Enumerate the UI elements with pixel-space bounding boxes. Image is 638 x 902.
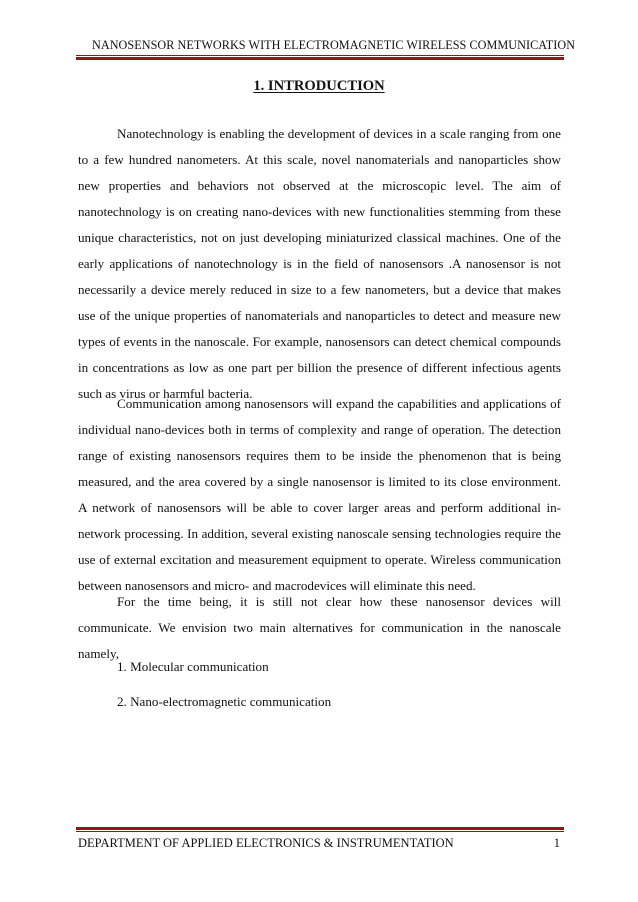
paragraph-intro: Nanotechnology is enabling the development of devices in a scale ranging from one to a few hundred nanometers. At this scale, novel nanomaterials and nanoparticles show new properties and behaviors not observed at the microscopic level. The aim of nanotechnology is on creating nano-devices with new functionalities stemming from these unique characteristics, not on just developing miniaturized classical machines. One of the early applications of nanotechnology is in the field of nanosensors .A nanosensor is not necessarily a device merely reduced in size to a few nanometers, but a device that makes use of the unique properties of nanomaterials and nanoparticles to detect and measure new types of events in the nanoscale. For example, nanosensors can detect chemical compounds in concentrations as low as one part per billion the presence of different infectious agents such as virus or harmful bacteria. <box>78 126 561 401</box>
page-number: 1 <box>553 836 560 850</box>
header-rule-thick <box>76 57 564 60</box>
footer-rule-thick <box>76 827 564 830</box>
list-item-molecular: 1. Molecular communication <box>117 659 269 674</box>
footer-department: DEPARTMENT OF APPLIED ELECTRONICS & INSTRUMENTATION <box>78 836 454 850</box>
running-header-title: NANOSENSOR NETWORKS WITH ELECTROMAGNETIC WIRELESS COMMUNICATION <box>92 38 576 52</box>
section-title: 1. INTRODUCTION <box>253 78 385 94</box>
paragraph-alternatives: For the time being, it is still not clear how these nanosensor devices will communicate. We envision two main alternatives for communication in the nanoscale namely, <box>78 594 561 661</box>
header-rule-thin <box>76 55 564 56</box>
footer-rule-thin <box>76 831 564 832</box>
paragraph-communication: Communication among nanosensors will expand the capabilities and applications of individual nano-devices both in terms of complexity and range of operation. The detection range of existing nanosensors requires them to be inside the phenomenon that is being measured, and the area covered by a single nanosensor is limited to its close environment. A network of nanosensors will be able to cover larger areas and perform additional in-network processing. In addition, several existing nanoscale sensing technologies require the use of external excitation and measurement equipment to operate. Wireless communication between nanosensors and micro- and macrodevices will eliminate this need. <box>78 396 561 593</box>
list-item-nano-electromagnetic: 2. Nano-electromagnetic communication <box>117 694 332 709</box>
